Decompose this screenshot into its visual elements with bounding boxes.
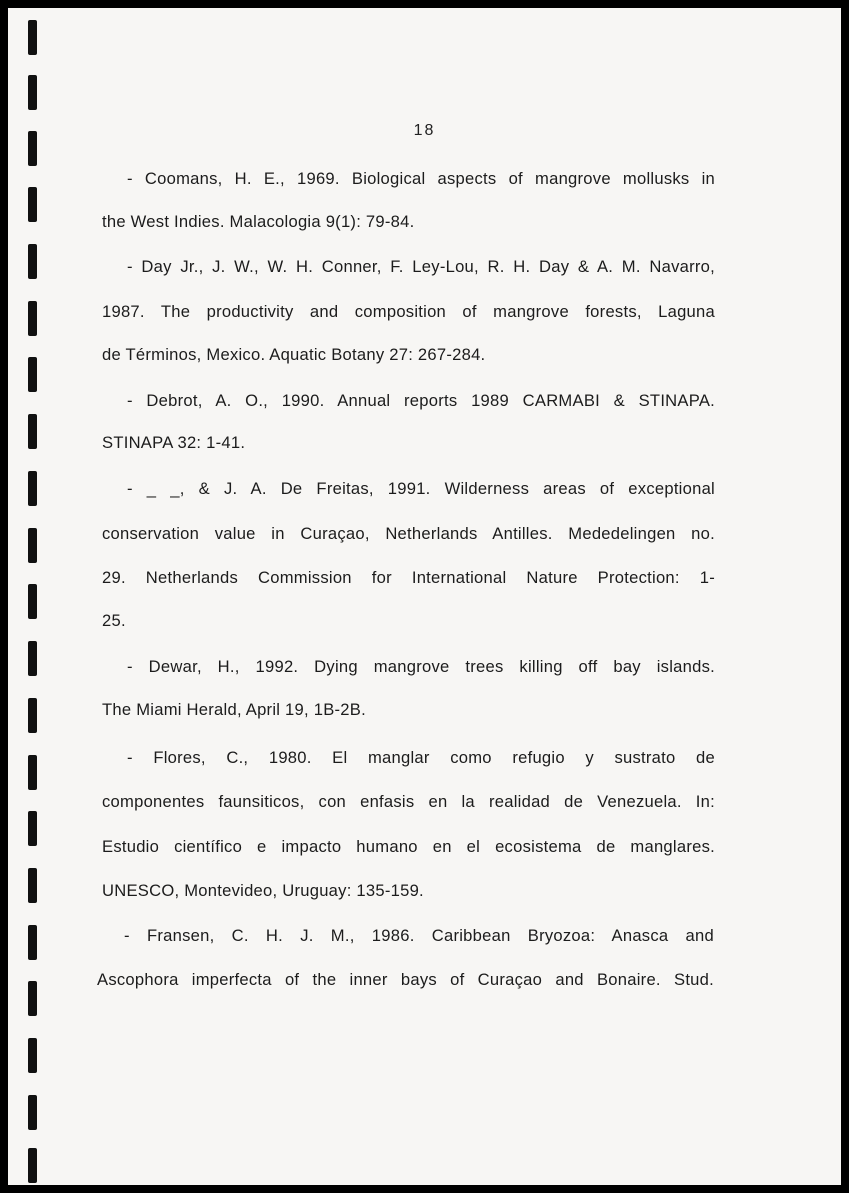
binding-hole-mark (28, 244, 37, 279)
binding-hole-mark (28, 868, 37, 903)
binding-hole-mark (28, 811, 37, 846)
reference-line: - _ _, & J. A. De Freitas, 1991. Wilderness areas of exceptional (127, 479, 715, 498)
reference-line: the West Indies. Malacologia 9(1): 79-84. (102, 212, 415, 231)
reference-line: 1987. The productivity and composition of mangrove forests, Laguna (102, 302, 715, 321)
reference-line: - Day Jr., J. W., W. H. Conner, F. Ley-Lou, R. H. Day & A. M. Navarro, (127, 257, 715, 276)
reference-line: STINAPA 32: 1-41. (102, 433, 246, 452)
reference-line: - Debrot, A. O., 1990. Annual reports 1989 CARMABI & STINAPA. (127, 391, 715, 410)
reference-line: Ascophora imperfecta of the inner bays of Curaçao and Bonaire. Stud. (97, 970, 714, 989)
reference-line: 29. Netherlands Commission for International Nature Protection: 1- (102, 568, 715, 587)
binding-hole-mark (28, 414, 37, 449)
binding-hole-mark (28, 755, 37, 790)
reference-line: UNESCO, Montevideo, Uruguay: 135-159. (102, 881, 424, 900)
reference-line: - Flores, C., 1980. El manglar como refugio y sustrato de (127, 748, 715, 767)
reference-line: - Coomans, H. E., 1969. Biological aspects of mangrove mollusks in (127, 169, 715, 188)
reference-line: Estudio científico e impacto humano en el ecosistema de manglares. (102, 837, 715, 856)
reference-line: de Términos, Mexico. Aquatic Botany 27: 267-284. (102, 345, 486, 364)
binding-hole-mark (28, 357, 37, 392)
page-number: 18 (413, 122, 436, 139)
reference-line: 25. (102, 611, 126, 630)
binding-hole-mark (28, 584, 37, 619)
reference-line: - Dewar, H., 1992. Dying mangrove trees killing off bay islands. (127, 657, 715, 676)
binding-hole-mark (28, 698, 37, 733)
binding-hole-mark (28, 471, 37, 506)
binding-hole-mark (28, 20, 37, 55)
binding-hole-mark (28, 925, 37, 960)
binding-hole-mark (28, 641, 37, 676)
binding-hole-mark (28, 1095, 37, 1130)
binding-hole-mark (28, 187, 37, 222)
reference-line: - Fransen, C. H. J. M., 1986. Caribbean Bryozoa: Anasca and (124, 926, 714, 945)
reference-line: The Miami Herald, April 19, 1B-2B. (102, 700, 366, 719)
reference-line: componentes faunsiticos, con enfasis en la realidad de Venezuela. In: (102, 792, 715, 811)
reference-line: conservation value in Curaçao, Netherlands Antilles. Mededelingen no. (102, 524, 715, 543)
binding-hole-mark (28, 75, 37, 110)
binding-hole-mark (28, 1148, 37, 1183)
binding-hole-mark (28, 528, 37, 563)
binding-hole-mark (28, 1038, 37, 1073)
document-page (8, 8, 841, 1185)
binding-hole-mark (28, 981, 37, 1016)
binding-hole-mark (28, 301, 37, 336)
